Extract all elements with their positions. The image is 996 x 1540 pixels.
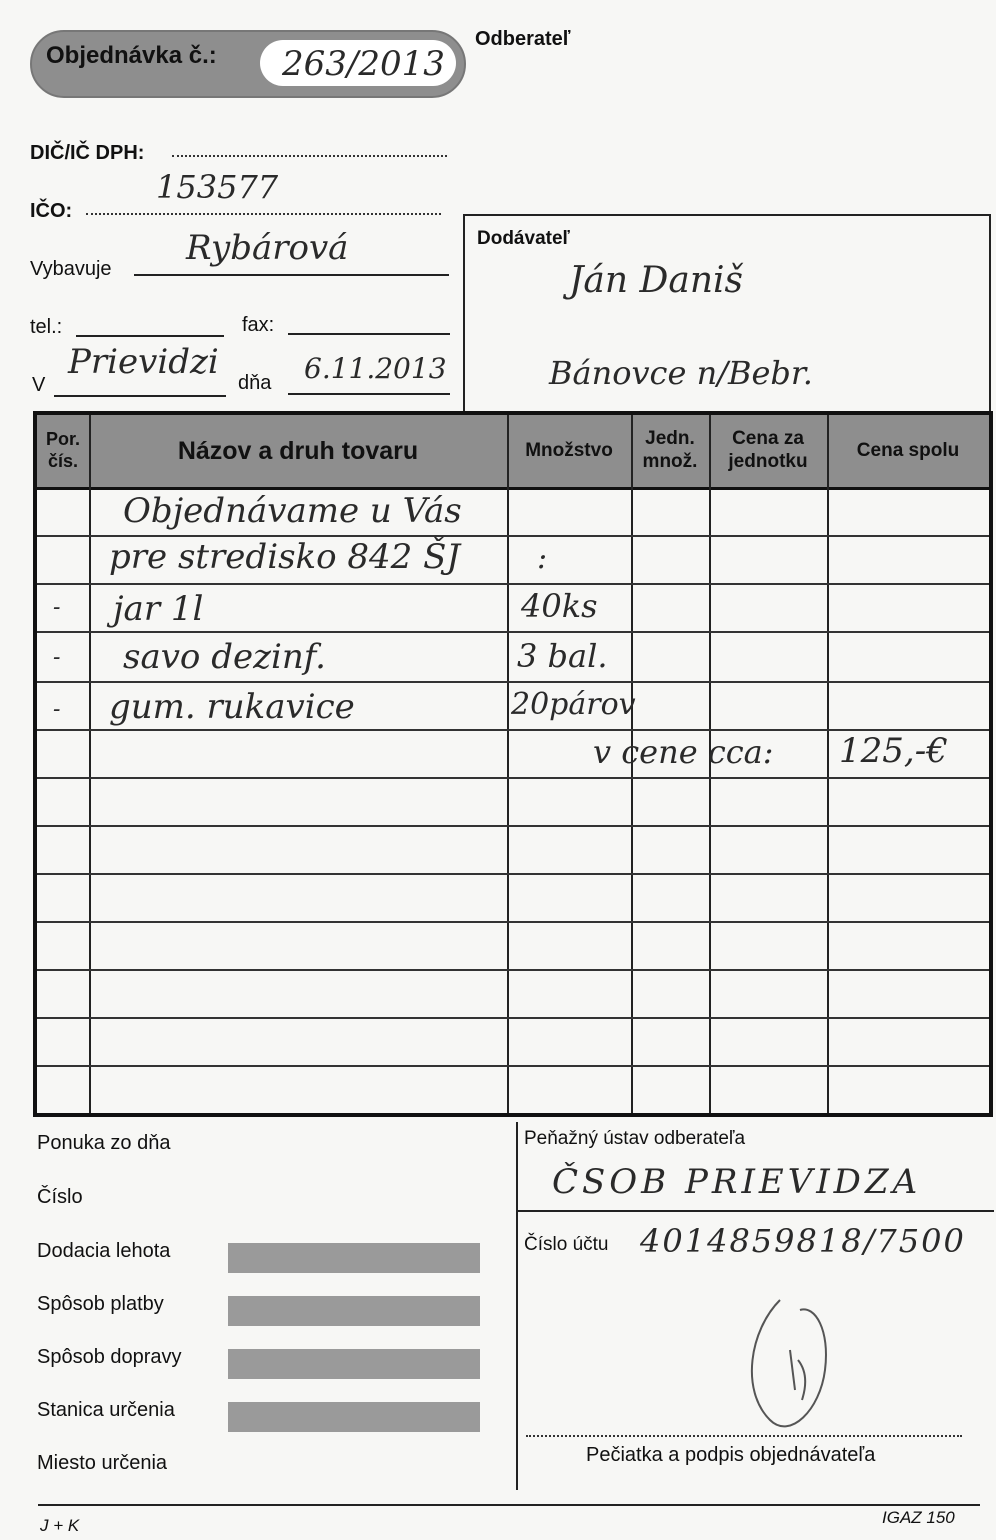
place-value: Prievidzi: [68, 342, 219, 382]
ico-label: IČO:: [30, 200, 73, 222]
form-code: IGAZ 150: [882, 1508, 955, 1527]
header-item-name: Názov a druh tovaru: [177, 437, 419, 465]
column-divider: [89, 415, 91, 1113]
row-divider: [37, 583, 989, 585]
transport-label: Spôsob dopravy: [37, 1346, 182, 1368]
account-label: Číslo účtu: [524, 1234, 609, 1255]
signature-line: [526, 1434, 962, 1437]
dic-label: DIČ/IČ DPH:: [30, 142, 145, 164]
customer-heading: Odberateľ: [475, 28, 571, 50]
signature-image: [720, 1280, 870, 1450]
row-divider: [37, 969, 989, 971]
price-total: 125,-€: [839, 731, 948, 771]
column-divider: [507, 415, 509, 1113]
bank-value: ČSOB PRIEVIDZA: [552, 1162, 922, 1202]
phone-line: [76, 334, 224, 337]
row-number: -: [53, 697, 61, 722]
header-total-price: Cena spolu: [856, 439, 960, 461]
ico-line: [86, 212, 441, 215]
row-divider: [37, 921, 989, 923]
item-name: savo dezinf.: [123, 637, 326, 677]
signature-label: Pečiatka a podpis objednávateľa: [586, 1444, 876, 1466]
header-unit: Jedn. množ.: [642, 428, 698, 472]
item-name: pre stredisko 842 ŠJ: [109, 537, 461, 577]
handled-by-line: [134, 273, 449, 276]
ico-value: 153577: [156, 168, 279, 206]
row-number: -: [53, 645, 61, 670]
row-divider: [37, 631, 989, 633]
form-footer-left: J + K: [40, 1516, 80, 1535]
transport-field: [228, 1349, 480, 1379]
item-quantity: 20párov: [511, 687, 636, 722]
item-quantity: :: [537, 541, 548, 576]
price-note: v cene cca:: [593, 733, 774, 771]
row-number: -: [53, 595, 61, 620]
order-title-banner: [30, 30, 466, 98]
delivery-term-label: Dodacia lehota: [37, 1240, 171, 1262]
supplier-name: Ján Daniš: [569, 260, 744, 301]
item-name: jar 1l: [113, 589, 204, 629]
row-divider: [37, 1065, 989, 1067]
footer-divider: [516, 1122, 518, 1490]
order-number: 263/2013: [282, 44, 445, 84]
order-number-box: [260, 40, 456, 86]
number-label: Číslo: [37, 1186, 83, 1208]
bank-line: [518, 1210, 994, 1212]
date-value: 6.11.2013: [304, 352, 447, 385]
date-label: dňa: [238, 372, 272, 394]
header-row-number: Por. čís.: [45, 429, 80, 471]
payment-field: [228, 1296, 480, 1326]
row-divider: [37, 873, 989, 875]
item-name: Objednávame u Vás: [123, 491, 462, 531]
payment-label: Spôsob platby: [37, 1293, 164, 1315]
item-name: gum. rukavice: [109, 687, 355, 727]
header-quantity: Množstvo: [525, 439, 613, 461]
fax-label: fax:: [242, 314, 275, 336]
supplier-box: [463, 214, 991, 412]
bank-label: Peňažný ústav odberateľa: [524, 1128, 746, 1149]
row-divider: [37, 825, 989, 827]
bottom-rule: [38, 1504, 980, 1506]
item-quantity: 40ks: [521, 587, 598, 625]
place-label: V: [32, 374, 46, 396]
item-quantity: 3 bal.: [517, 637, 608, 675]
place-line: [54, 394, 226, 397]
fax-line: [288, 332, 450, 335]
handled-by-label: Vybavuje: [30, 258, 112, 280]
delivery-term-field: [228, 1243, 480, 1273]
destination-label: Miesto určenia: [37, 1452, 168, 1474]
order-title: Objednávka č.:: [46, 42, 217, 69]
date-line: [288, 392, 450, 395]
dic-line: [172, 154, 447, 157]
row-divider: [37, 681, 989, 683]
supplier-label: Dodávateľ: [477, 228, 570, 249]
station-field: [228, 1402, 480, 1432]
column-divider: [827, 415, 829, 1113]
row-divider: [37, 1017, 989, 1019]
header-unit-price: Cena za jednotku: [728, 428, 808, 472]
phone-label: tel.:: [30, 316, 63, 338]
account-value: 4014859818/7500: [640, 1222, 966, 1260]
supplier-address: Bánovce n/Bebr.: [549, 354, 813, 392]
items-table: [33, 411, 993, 1117]
station-label: Stanica určenia: [37, 1399, 175, 1421]
handled-by-value: Rybárová: [186, 228, 349, 268]
offer-date-label: Ponuka zo dňa: [37, 1132, 171, 1154]
row-divider: [37, 777, 989, 779]
